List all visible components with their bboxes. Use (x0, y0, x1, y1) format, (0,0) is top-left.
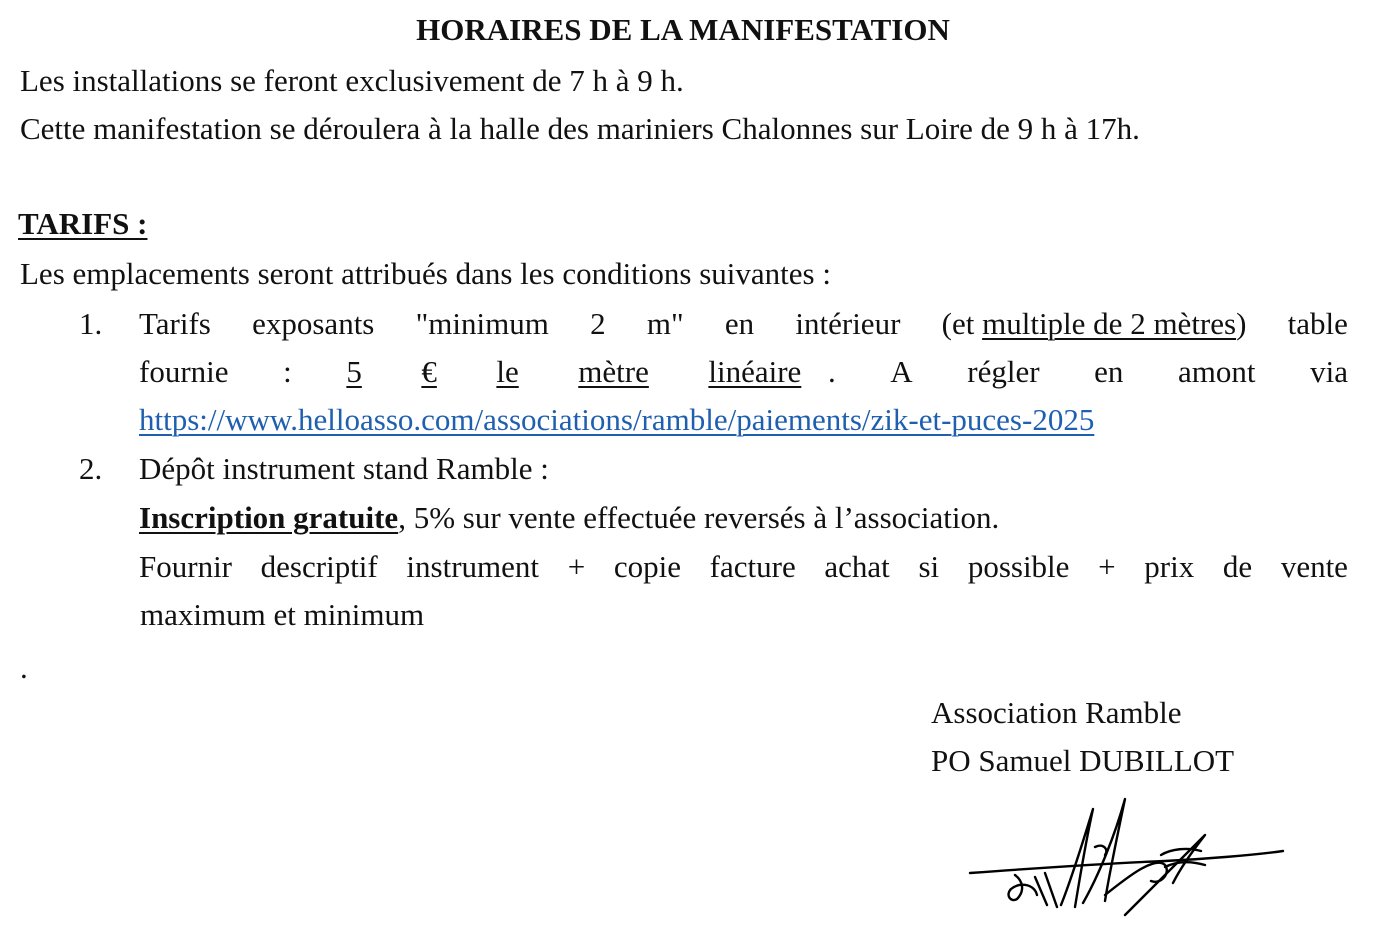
tarifs-heading: TARIFS : (18, 206, 148, 241)
word: Tarifs (139, 306, 211, 341)
word: prix (1144, 549, 1195, 584)
word: via (1310, 354, 1348, 389)
word-part: (et (941, 306, 975, 341)
signature-stroke (1125, 835, 1205, 915)
tarifs-intro: Les emplacements seront attribués dans les conditions suivantes : (20, 256, 831, 291)
signature-stroke (970, 851, 1283, 873)
justified-line (139, 549, 1348, 585)
handwritten-signature (965, 795, 1290, 920)
word: intérieur (795, 306, 901, 341)
word: + (567, 549, 586, 584)
word: en (1094, 354, 1124, 389)
list-number-1: 1. (79, 306, 103, 341)
word: si (918, 549, 940, 584)
word: en (724, 306, 755, 341)
word: + (1098, 549, 1116, 584)
word: possible (967, 549, 1070, 584)
event-paragraph: Cette manifestation se déroulera à la halle des mariniers Chalonnes sur Loire de 9 h à 17h. (20, 111, 1140, 146)
word: achat (824, 549, 890, 584)
signature-stroke (1105, 863, 1167, 895)
word-part: ) (1236, 306, 1247, 341)
word: m" (646, 306, 684, 341)
word: 5 (346, 354, 362, 389)
word: copie (613, 549, 681, 584)
word: 2 (590, 306, 606, 341)
signature-signatory: PO Samuel DUBILLOT (931, 743, 1235, 778)
underlined-multiple: multiple de 2 mètres (982, 306, 1237, 341)
commission-text: , 5% sur vente effectuée reversés à l’association. (398, 500, 1000, 535)
word: vente (1280, 549, 1348, 584)
word: amont (1178, 354, 1256, 389)
signature-stroke (1035, 873, 1057, 907)
word: fournie (139, 354, 229, 389)
list-item-2-line-4: maximum et minimum (140, 597, 425, 632)
word: "minimum (415, 306, 549, 341)
free-registration-text: Inscription gratuite (139, 500, 399, 535)
word: : (283, 354, 292, 389)
word: régler (967, 354, 1040, 389)
word: de (1222, 549, 1253, 584)
page-title: HORAIRES DE LA MANIFESTATION (416, 12, 950, 47)
signature-stroke (1009, 875, 1037, 900)
word: linéaire (708, 354, 802, 389)
word: Fournir (139, 549, 232, 584)
signature-stroke (1083, 799, 1125, 903)
helloasso-payment-link[interactable]: https://www.helloasso.com/associations/ramble/paiements/zik-et-puces-2025 (139, 402, 1095, 437)
signature-organization: Association Ramble (931, 695, 1182, 730)
list-item-2-line-2 (139, 500, 999, 536)
signature-stroke (1095, 846, 1106, 855)
word: descriptif (260, 549, 378, 584)
word: facture (709, 549, 796, 584)
word: € (421, 354, 437, 389)
word: mètre (578, 354, 649, 389)
word: le (496, 354, 519, 389)
list-item-2-line-1: Dépôt instrument stand Ramble : (139, 451, 549, 486)
list-item-1-line-3 (139, 402, 1348, 438)
word: table (1287, 306, 1348, 341)
list-item-1-line-2 (139, 354, 1348, 390)
stray-dot: . (20, 650, 28, 685)
list-item-1 (139, 306, 1348, 438)
word: . (827, 354, 836, 389)
word (942, 306, 1247, 342)
list-number-2: 2. (79, 451, 103, 486)
installations-paragraph: Les installations se feront exclusivement de 7 h à 9 h. (20, 63, 684, 98)
word: exposants (252, 306, 375, 341)
list-item-2-line-3 (139, 549, 1348, 585)
word: instrument (406, 549, 540, 584)
list-item-1-line-1 (139, 306, 1348, 342)
word: A (890, 354, 913, 389)
underlined-price (346, 354, 801, 390)
